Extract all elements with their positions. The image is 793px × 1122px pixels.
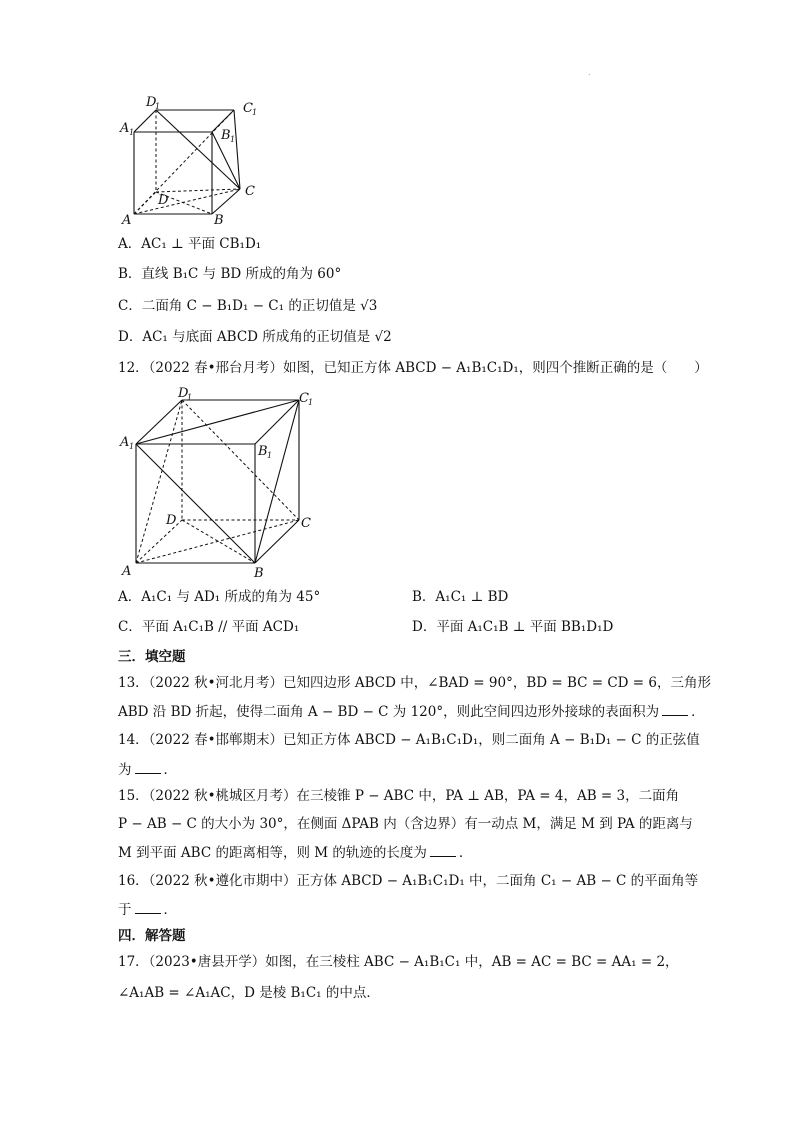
q15-answer-blank[interactable] bbox=[430, 842, 456, 857]
q17-line1: 17．（2023•唐县开学）如图，在三棱柱 ABC − A₁B₁C₁ 中，AB = AC = BC = AA₁ = 2， bbox=[118, 954, 679, 970]
q15-line3-text: M 到平面 ABC 的距离相等，则 M 的轨迹的长度为 bbox=[118, 845, 427, 861]
cube-figure-1 bbox=[112, 92, 272, 227]
label2-d: D bbox=[166, 513, 177, 528]
q11-option-d: D．AC₁ 与底面 ABCD 所成角的正切值是 √2 bbox=[118, 329, 392, 345]
label-c1-sub: 1 bbox=[252, 108, 258, 117]
q15-line2: P − AB − C 的大小为 30°，在侧面 ΔPAB 内（含边界）有一动点 M，满足 M 到 PA 的距离与 bbox=[118, 816, 693, 832]
label-c1: C bbox=[243, 101, 253, 116]
label2-b: B bbox=[254, 566, 264, 581]
q11-option-c: C．二面角 C − B₁D₁ − C₁ 的正切值是 √3 bbox=[118, 298, 378, 314]
label2-a1-sub: 1 bbox=[129, 442, 135, 451]
q16-line1: 16．（2022 秋•遵化市期中）正方体 ABCD − A₁B₁C₁D₁ 中，二面角 C₁ − AB − C 的平面角等 bbox=[118, 873, 699, 889]
q12-option-c: C．平面 A₁C₁B // 平面 ACD₁ bbox=[118, 619, 300, 635]
q13-line1: 13．（2022 秋•河北月考）已知四边形 ABCD 中，∠BAD = 90°，BD = BC = CD = 6，三角形 bbox=[118, 675, 711, 691]
q16-answer-blank[interactable] bbox=[135, 899, 161, 914]
label2-b1: B bbox=[258, 444, 268, 459]
q13-line2-text: ABD 沿 BD 折起，使得二面角 A − BD − C 为 120°，则此空间四边形外接球的表面积为 bbox=[118, 704, 660, 720]
q13-answer-blank[interactable] bbox=[662, 701, 688, 716]
label2-a1: A bbox=[120, 435, 130, 450]
q14-line1: 14．（2022 春•邯郸期末）已知正方体 ABCD − A₁B₁C₁D₁，则二面角 A − B₁D₁ − C 的正弦值 bbox=[118, 732, 700, 748]
label-a1-sub: 1 bbox=[129, 128, 135, 137]
q15-line1: 15．（2022 秋•桃城区月考）在三棱锥 P − ABC 中，PA ⊥ AB，PA = 4，AB = 3，二面角 bbox=[118, 788, 680, 804]
label2-c1: C bbox=[299, 391, 309, 406]
label2-d1: D bbox=[178, 386, 189, 401]
q16-line2 bbox=[118, 899, 177, 920]
label2-a: A bbox=[122, 564, 132, 579]
label2-c1-sub: 1 bbox=[308, 398, 314, 407]
q12-option-b: B．A₁C₁ ⊥ BD bbox=[412, 589, 509, 605]
q12-option-d: D．平面 A₁C₁B ⊥ 平面 BB₁D₁D bbox=[412, 619, 614, 635]
label2-b1-sub: 1 bbox=[267, 451, 273, 460]
q12-option-a: A．A₁C₁ 与 AD₁ 所成的角为 45° bbox=[118, 589, 321, 605]
label-a: A bbox=[122, 213, 132, 227]
q14-line2-end: ． bbox=[163, 762, 177, 778]
corner-mark: . bbox=[588, 68, 591, 77]
label-b1-sub: 1 bbox=[230, 135, 236, 144]
q13-line2-end: ． bbox=[691, 704, 705, 720]
q16-line2-text: 于 bbox=[118, 902, 132, 918]
label-c: C bbox=[245, 184, 255, 199]
q14-line2 bbox=[118, 759, 177, 780]
label2-d1-sub: 1 bbox=[187, 393, 193, 402]
q17-line2: ∠A₁AB = ∠A₁AC，D 是棱 B₁C₁ 的中点． bbox=[118, 985, 380, 1001]
label-d1: D bbox=[146, 95, 157, 110]
label2-c: C bbox=[301, 516, 311, 531]
q12-stem: 12．（2022 春•邢台月考）如图，已知正方体 ABCD − A₁B₁C₁D₁，则四个推断正确的是（ ） bbox=[118, 360, 708, 376]
q14-line2-text: 为 bbox=[118, 762, 132, 778]
q15-line3-end: ． bbox=[458, 845, 473, 861]
q14-answer-blank[interactable] bbox=[135, 759, 161, 774]
q13-line2 bbox=[118, 701, 705, 722]
q11-option-a: A．AC₁ ⊥ 平面 CB₁D₁ bbox=[118, 236, 262, 252]
label-d1-sub: 1 bbox=[155, 102, 161, 111]
q11-option-b: B．直线 B₁C 与 BD 所成的角为 60° bbox=[118, 266, 342, 282]
label-a1: A bbox=[120, 121, 130, 136]
cube-figure-2 bbox=[112, 384, 327, 584]
section-answer-heading: 四．解答题 bbox=[118, 928, 186, 944]
section-fill-blank-heading: 三．填空题 bbox=[118, 649, 186, 665]
label-b: B bbox=[214, 213, 224, 227]
q15-line3 bbox=[118, 842, 472, 863]
q16-line2-end: ． bbox=[163, 902, 177, 918]
label-d: D bbox=[158, 193, 169, 208]
label-b1: B bbox=[221, 128, 231, 143]
